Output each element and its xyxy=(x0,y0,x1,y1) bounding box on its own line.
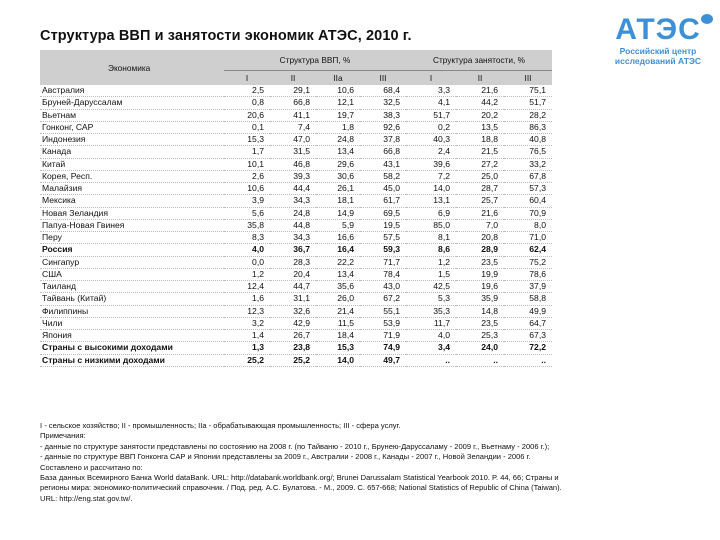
row-economy-name: Канада xyxy=(40,146,224,158)
row-value-cell: 51,7 xyxy=(504,97,552,109)
row-economy-name: Чили xyxy=(40,317,224,329)
row-value-cell: 68,4 xyxy=(360,85,406,97)
row-value-cell: 2,6 xyxy=(224,170,270,182)
row-value-cell: 55,1 xyxy=(360,305,406,317)
table-row xyxy=(40,354,552,366)
row-value-cell: 57,3 xyxy=(504,183,552,195)
row-value-cell: 71,0 xyxy=(504,232,552,244)
footnote-line: База данных Всемирного Банка World dataBank. URL: http://databank.worldbank.org/; Brunei Darussalam Statistical Yearbook 2010. P. 44, 66; Страны и xyxy=(40,473,559,483)
header-gdp-structure: Структура ВВП, % xyxy=(224,50,406,71)
logo-subtitle-line1: Российский центр xyxy=(619,46,697,56)
row-economy-name: Мексика xyxy=(40,195,224,207)
row-value-cell: 16,6 xyxy=(316,232,360,244)
row-value-cell: 2,5 xyxy=(224,85,270,97)
row-value-cell: 11,5 xyxy=(316,317,360,329)
row-economy-name: Вьетнам xyxy=(40,109,224,121)
table-row xyxy=(40,342,552,354)
row-value-cell: 15,3 xyxy=(224,134,270,146)
row-value-cell: 29,6 xyxy=(316,158,360,170)
row-value-cell: 14,0 xyxy=(406,183,456,195)
row-value-cell: 72,2 xyxy=(504,342,552,354)
row-value-cell: 8,3 xyxy=(224,232,270,244)
table-row xyxy=(40,232,552,244)
row-value-cell: 12,1 xyxy=(316,97,360,109)
row-value-cell: 46,8 xyxy=(270,158,316,170)
row-value-cell: 12,4 xyxy=(224,281,270,293)
row-value-cell: 39,3 xyxy=(270,170,316,182)
row-economy-name: Перу xyxy=(40,232,224,244)
row-value-cell: 25,2 xyxy=(270,354,316,366)
row-value-cell: 29,1 xyxy=(270,85,316,97)
row-value-cell: 24,8 xyxy=(270,207,316,219)
row-value-cell: 32,6 xyxy=(270,305,316,317)
footnotes xyxy=(40,421,712,504)
row-value-cell: 21,4 xyxy=(316,305,360,317)
row-value-cell: 21,6 xyxy=(456,85,504,97)
table-row xyxy=(40,281,552,293)
row-value-cell: 20,6 xyxy=(224,109,270,121)
row-value-cell: 40,8 xyxy=(504,134,552,146)
row-value-cell: 12,3 xyxy=(224,305,270,317)
row-value-cell: 5,3 xyxy=(406,293,456,305)
row-value-cell: 25,7 xyxy=(456,195,504,207)
subheader-gdp-i: I xyxy=(245,73,249,83)
row-value-cell: 28,7 xyxy=(456,183,504,195)
row-value-cell: 42,9 xyxy=(270,317,316,329)
row-value-cell: 13,4 xyxy=(316,146,360,158)
row-economy-name: США xyxy=(40,268,224,280)
row-value-cell: 10,1 xyxy=(224,158,270,170)
footnote-line: регионы мира: экономико-политический справочник. / Под. ред. А.С. Булатова. - М., 2009. С. 657-668; National Statistics of Republic of China (Taiwan). xyxy=(40,483,562,493)
row-value-cell: 7,2 xyxy=(406,170,456,182)
row-value-cell: 19,9 xyxy=(456,268,504,280)
row-value-cell: 1,5 xyxy=(406,268,456,280)
row-economy-name: Сингапур xyxy=(40,256,224,268)
table-row xyxy=(40,219,552,231)
row-value-cell: .. xyxy=(406,354,456,366)
row-value-cell: 0,2 xyxy=(406,121,456,133)
row-value-cell: 78,4 xyxy=(360,268,406,280)
row-economy-name: Индонезия xyxy=(40,134,224,146)
row-value-cell: 37,8 xyxy=(360,134,406,146)
row-economy-name: Австралия xyxy=(40,85,224,97)
row-value-cell: 22,2 xyxy=(316,256,360,268)
row-value-cell: 25,2 xyxy=(224,354,270,366)
row-value-cell: 40,3 xyxy=(406,134,456,146)
table-row xyxy=(40,305,552,317)
row-value-cell: 43,0 xyxy=(360,281,406,293)
row-economy-name: Китай xyxy=(40,158,224,170)
row-value-cell: 61,7 xyxy=(360,195,406,207)
table-row xyxy=(40,97,552,109)
row-value-cell: 7,0 xyxy=(456,219,504,231)
row-value-cell: 14,8 xyxy=(456,305,504,317)
table-header-row-1 xyxy=(40,50,552,71)
row-value-cell: 43,1 xyxy=(360,158,406,170)
row-economy-name: Бруней-Даруссалам xyxy=(40,97,224,109)
row-value-cell: 37,9 xyxy=(504,281,552,293)
row-value-cell: 35,9 xyxy=(456,293,504,305)
row-value-cell: 28,2 xyxy=(504,109,552,121)
row-economy-name: Япония xyxy=(40,330,224,342)
row-economy-name: Страны с высокими доходами xyxy=(40,342,224,354)
table-row xyxy=(40,317,552,329)
row-value-cell: 59,3 xyxy=(360,244,406,256)
row-value-cell: 23,5 xyxy=(456,317,504,329)
row-value-cell: 7,4 xyxy=(270,121,316,133)
row-economy-name: Таиланд xyxy=(40,281,224,293)
row-value-cell: 38,3 xyxy=(360,109,406,121)
footnote-line: Составлено и рассчитано по: xyxy=(40,462,143,472)
row-economy-name: Папуа-Новая Гвинея xyxy=(40,219,224,231)
row-value-cell: 20,4 xyxy=(270,268,316,280)
subheader-emp-iii: III xyxy=(524,73,532,83)
row-value-cell: 8,6 xyxy=(406,244,456,256)
row-value-cell: 3,3 xyxy=(406,85,456,97)
page-title: Структура ВВП и занятости экономик АТЭС, 2010 г. xyxy=(40,28,412,44)
subheader-emp-ii: II xyxy=(477,73,483,83)
logo-subtitle-line2: исследований АТЭС xyxy=(614,56,702,66)
row-value-cell: 30,6 xyxy=(316,170,360,182)
row-value-cell: 75,2 xyxy=(504,256,552,268)
row-value-cell: 1,3 xyxy=(224,342,270,354)
row-economy-name: Россия xyxy=(40,244,224,256)
row-value-cell: 11,7 xyxy=(406,317,456,329)
row-value-cell: 66,8 xyxy=(270,97,316,109)
row-value-cell: 34,3 xyxy=(270,232,316,244)
row-value-cell: 25,0 xyxy=(456,170,504,182)
row-value-cell: 21,5 xyxy=(456,146,504,158)
row-value-cell: 62,4 xyxy=(504,244,552,256)
row-value-cell: 8,1 xyxy=(406,232,456,244)
row-value-cell: 44,2 xyxy=(456,97,504,109)
row-value-cell: 35,8 xyxy=(224,219,270,231)
row-value-cell: 20,8 xyxy=(456,232,504,244)
row-value-cell: 31,5 xyxy=(270,146,316,158)
row-value-cell: 1,2 xyxy=(406,256,456,268)
row-value-cell: 35,6 xyxy=(316,281,360,293)
row-economy-name: Корея, Респ. xyxy=(40,170,224,182)
row-economy-name: Новая Зеландия xyxy=(40,207,224,219)
table-row xyxy=(40,109,552,121)
row-value-cell: 3,4 xyxy=(406,342,456,354)
table-row xyxy=(40,330,552,342)
footnote-line: - данные по структуре занятости представлены по состоянию на 2008 г. (по Тайваню - 2010 г., Брунею-Даруссаламу - 2009 г., Вьетнаму - 2006 г.); xyxy=(40,441,550,451)
row-value-cell: 67,8 xyxy=(504,170,552,182)
row-value-cell: 86,3 xyxy=(504,121,552,133)
row-economy-name: Страны с низкими доходами xyxy=(40,354,224,366)
footnote-line: URL: http://eng.stat.gov.tw/. xyxy=(40,493,133,503)
row-value-cell: 67,3 xyxy=(504,330,552,342)
row-value-cell: 10,6 xyxy=(316,85,360,97)
row-value-cell: 92,6 xyxy=(360,121,406,133)
row-value-cell: 19,6 xyxy=(456,281,504,293)
row-value-cell: 35,3 xyxy=(406,305,456,317)
row-value-cell: 51,7 xyxy=(406,109,456,121)
row-value-cell: 1,8 xyxy=(316,121,360,133)
row-value-cell: 6,9 xyxy=(406,207,456,219)
row-value-cell: .. xyxy=(456,354,504,366)
table-row xyxy=(40,134,552,146)
row-value-cell: 33,2 xyxy=(504,158,552,170)
row-value-cell: 71,9 xyxy=(360,330,406,342)
row-value-cell: 24,0 xyxy=(456,342,504,354)
row-value-cell: 64,7 xyxy=(504,317,552,329)
row-value-cell: 23,5 xyxy=(456,256,504,268)
row-value-cell: 8,0 xyxy=(504,219,552,231)
table-row xyxy=(40,121,552,133)
subheader-gdp-iii: III xyxy=(379,73,387,83)
footnote-line: I - сельское хозяйство; II - промышленность; IIa - обрабатывающая промышленность; III - сфера услуг. xyxy=(40,421,401,430)
row-value-cell: 75,1 xyxy=(504,85,552,97)
subheader-gdp-ii: II xyxy=(290,73,296,83)
row-value-cell: 70,9 xyxy=(504,207,552,219)
row-value-cell: 4,0 xyxy=(406,330,456,342)
table-row xyxy=(40,146,552,158)
row-value-cell: 13,4 xyxy=(316,268,360,280)
row-value-cell: 1,2 xyxy=(224,268,270,280)
logo-word: АТЭС xyxy=(615,14,701,46)
row-value-cell: 34,3 xyxy=(270,195,316,207)
row-economy-name: Тайвань (Китай) xyxy=(40,293,224,305)
row-value-cell: 47,0 xyxy=(270,134,316,146)
row-value-cell: 44,4 xyxy=(270,183,316,195)
row-value-cell: 32,5 xyxy=(360,97,406,109)
row-value-cell: 58,2 xyxy=(360,170,406,182)
row-value-cell: 26,1 xyxy=(316,183,360,195)
row-economy-name: Филиппины xyxy=(40,305,224,317)
row-value-cell: 18,4 xyxy=(316,330,360,342)
row-value-cell: 85,0 xyxy=(406,219,456,231)
row-value-cell: 58,8 xyxy=(504,293,552,305)
row-value-cell: 60,4 xyxy=(504,195,552,207)
apec-logo xyxy=(600,14,716,66)
row-value-cell: 14,0 xyxy=(316,354,360,366)
row-value-cell: 44,7 xyxy=(270,281,316,293)
row-value-cell: 4,1 xyxy=(406,97,456,109)
footnote-line: Примечания: xyxy=(40,431,86,441)
row-value-cell: 23,8 xyxy=(270,342,316,354)
row-value-cell: 0,8 xyxy=(224,97,270,109)
row-economy-name: Малайзия xyxy=(40,183,224,195)
table-row xyxy=(40,207,552,219)
row-value-cell: 39,6 xyxy=(406,158,456,170)
row-value-cell: .. xyxy=(504,354,552,366)
header-employment-structure: Структура занятости, % xyxy=(406,50,552,71)
table-row xyxy=(40,195,552,207)
row-value-cell: 53,9 xyxy=(360,317,406,329)
row-value-cell: 71,7 xyxy=(360,256,406,268)
row-value-cell: 45,0 xyxy=(360,183,406,195)
row-value-cell: 5,9 xyxy=(316,219,360,231)
economy-structure-table xyxy=(40,50,552,367)
row-value-cell: 44,8 xyxy=(270,219,316,231)
row-value-cell: 49,9 xyxy=(504,305,552,317)
table-row xyxy=(40,170,552,182)
row-value-cell: 0,1 xyxy=(224,121,270,133)
row-value-cell: 4,0 xyxy=(224,244,270,256)
row-value-cell: 49,7 xyxy=(360,354,406,366)
row-value-cell: 1,7 xyxy=(224,146,270,158)
row-economy-name: Гонконг, САР xyxy=(40,121,224,133)
table-row xyxy=(40,244,552,256)
row-value-cell: 57,5 xyxy=(360,232,406,244)
subheader-gdp-iia: IIa xyxy=(333,73,343,83)
row-value-cell: 78,6 xyxy=(504,268,552,280)
table-row xyxy=(40,293,552,305)
row-value-cell: 42,5 xyxy=(406,281,456,293)
row-value-cell: 3,2 xyxy=(224,317,270,329)
row-value-cell: 15,3 xyxy=(316,342,360,354)
row-value-cell: 26,7 xyxy=(270,330,316,342)
row-value-cell: 41,1 xyxy=(270,109,316,121)
row-value-cell: 24,8 xyxy=(316,134,360,146)
footnote-line: - данные по структуре ВВП Гонконга САР и Японии представлены за 2009 г., Австралии - 2008 г., Канады - 2007 г., Новой Зеландии - 2006 г. xyxy=(40,452,531,462)
row-value-cell: 10,6 xyxy=(224,183,270,195)
row-value-cell: 1,4 xyxy=(224,330,270,342)
row-value-cell: 14,9 xyxy=(316,207,360,219)
header-economy: Экономика xyxy=(108,62,151,73)
row-value-cell: 0,0 xyxy=(224,256,270,268)
row-value-cell: 25,3 xyxy=(456,330,504,342)
table-row xyxy=(40,158,552,170)
row-value-cell: 76,5 xyxy=(504,146,552,158)
row-value-cell: 1,6 xyxy=(224,293,270,305)
row-value-cell: 5,6 xyxy=(224,207,270,219)
table-row xyxy=(40,183,552,195)
row-value-cell: 69,5 xyxy=(360,207,406,219)
row-value-cell: 19,7 xyxy=(316,109,360,121)
row-value-cell: 21,6 xyxy=(456,207,504,219)
table-row xyxy=(40,85,552,97)
row-value-cell: 28,9 xyxy=(456,244,504,256)
logo-badge-icon xyxy=(701,14,713,24)
row-value-cell: 20,2 xyxy=(456,109,504,121)
row-value-cell: 28,3 xyxy=(270,256,316,268)
subheader-emp-i: I xyxy=(429,73,433,83)
row-value-cell: 36,7 xyxy=(270,244,316,256)
row-value-cell: 2,4 xyxy=(406,146,456,158)
row-value-cell: 16,4 xyxy=(316,244,360,256)
row-value-cell: 27,2 xyxy=(456,158,504,170)
table-row xyxy=(40,256,552,268)
row-value-cell: 31,1 xyxy=(270,293,316,305)
table-row xyxy=(40,268,552,280)
row-value-cell: 13,5 xyxy=(456,121,504,133)
row-value-cell: 3,9 xyxy=(224,195,270,207)
row-value-cell: 13,1 xyxy=(406,195,456,207)
row-value-cell: 67,2 xyxy=(360,293,406,305)
row-value-cell: 18,8 xyxy=(456,134,504,146)
row-value-cell: 26,0 xyxy=(316,293,360,305)
row-value-cell: 19,5 xyxy=(360,219,406,231)
row-value-cell: 74,9 xyxy=(360,342,406,354)
row-value-cell: 18,1 xyxy=(316,195,360,207)
row-value-cell: 66,8 xyxy=(360,146,406,158)
